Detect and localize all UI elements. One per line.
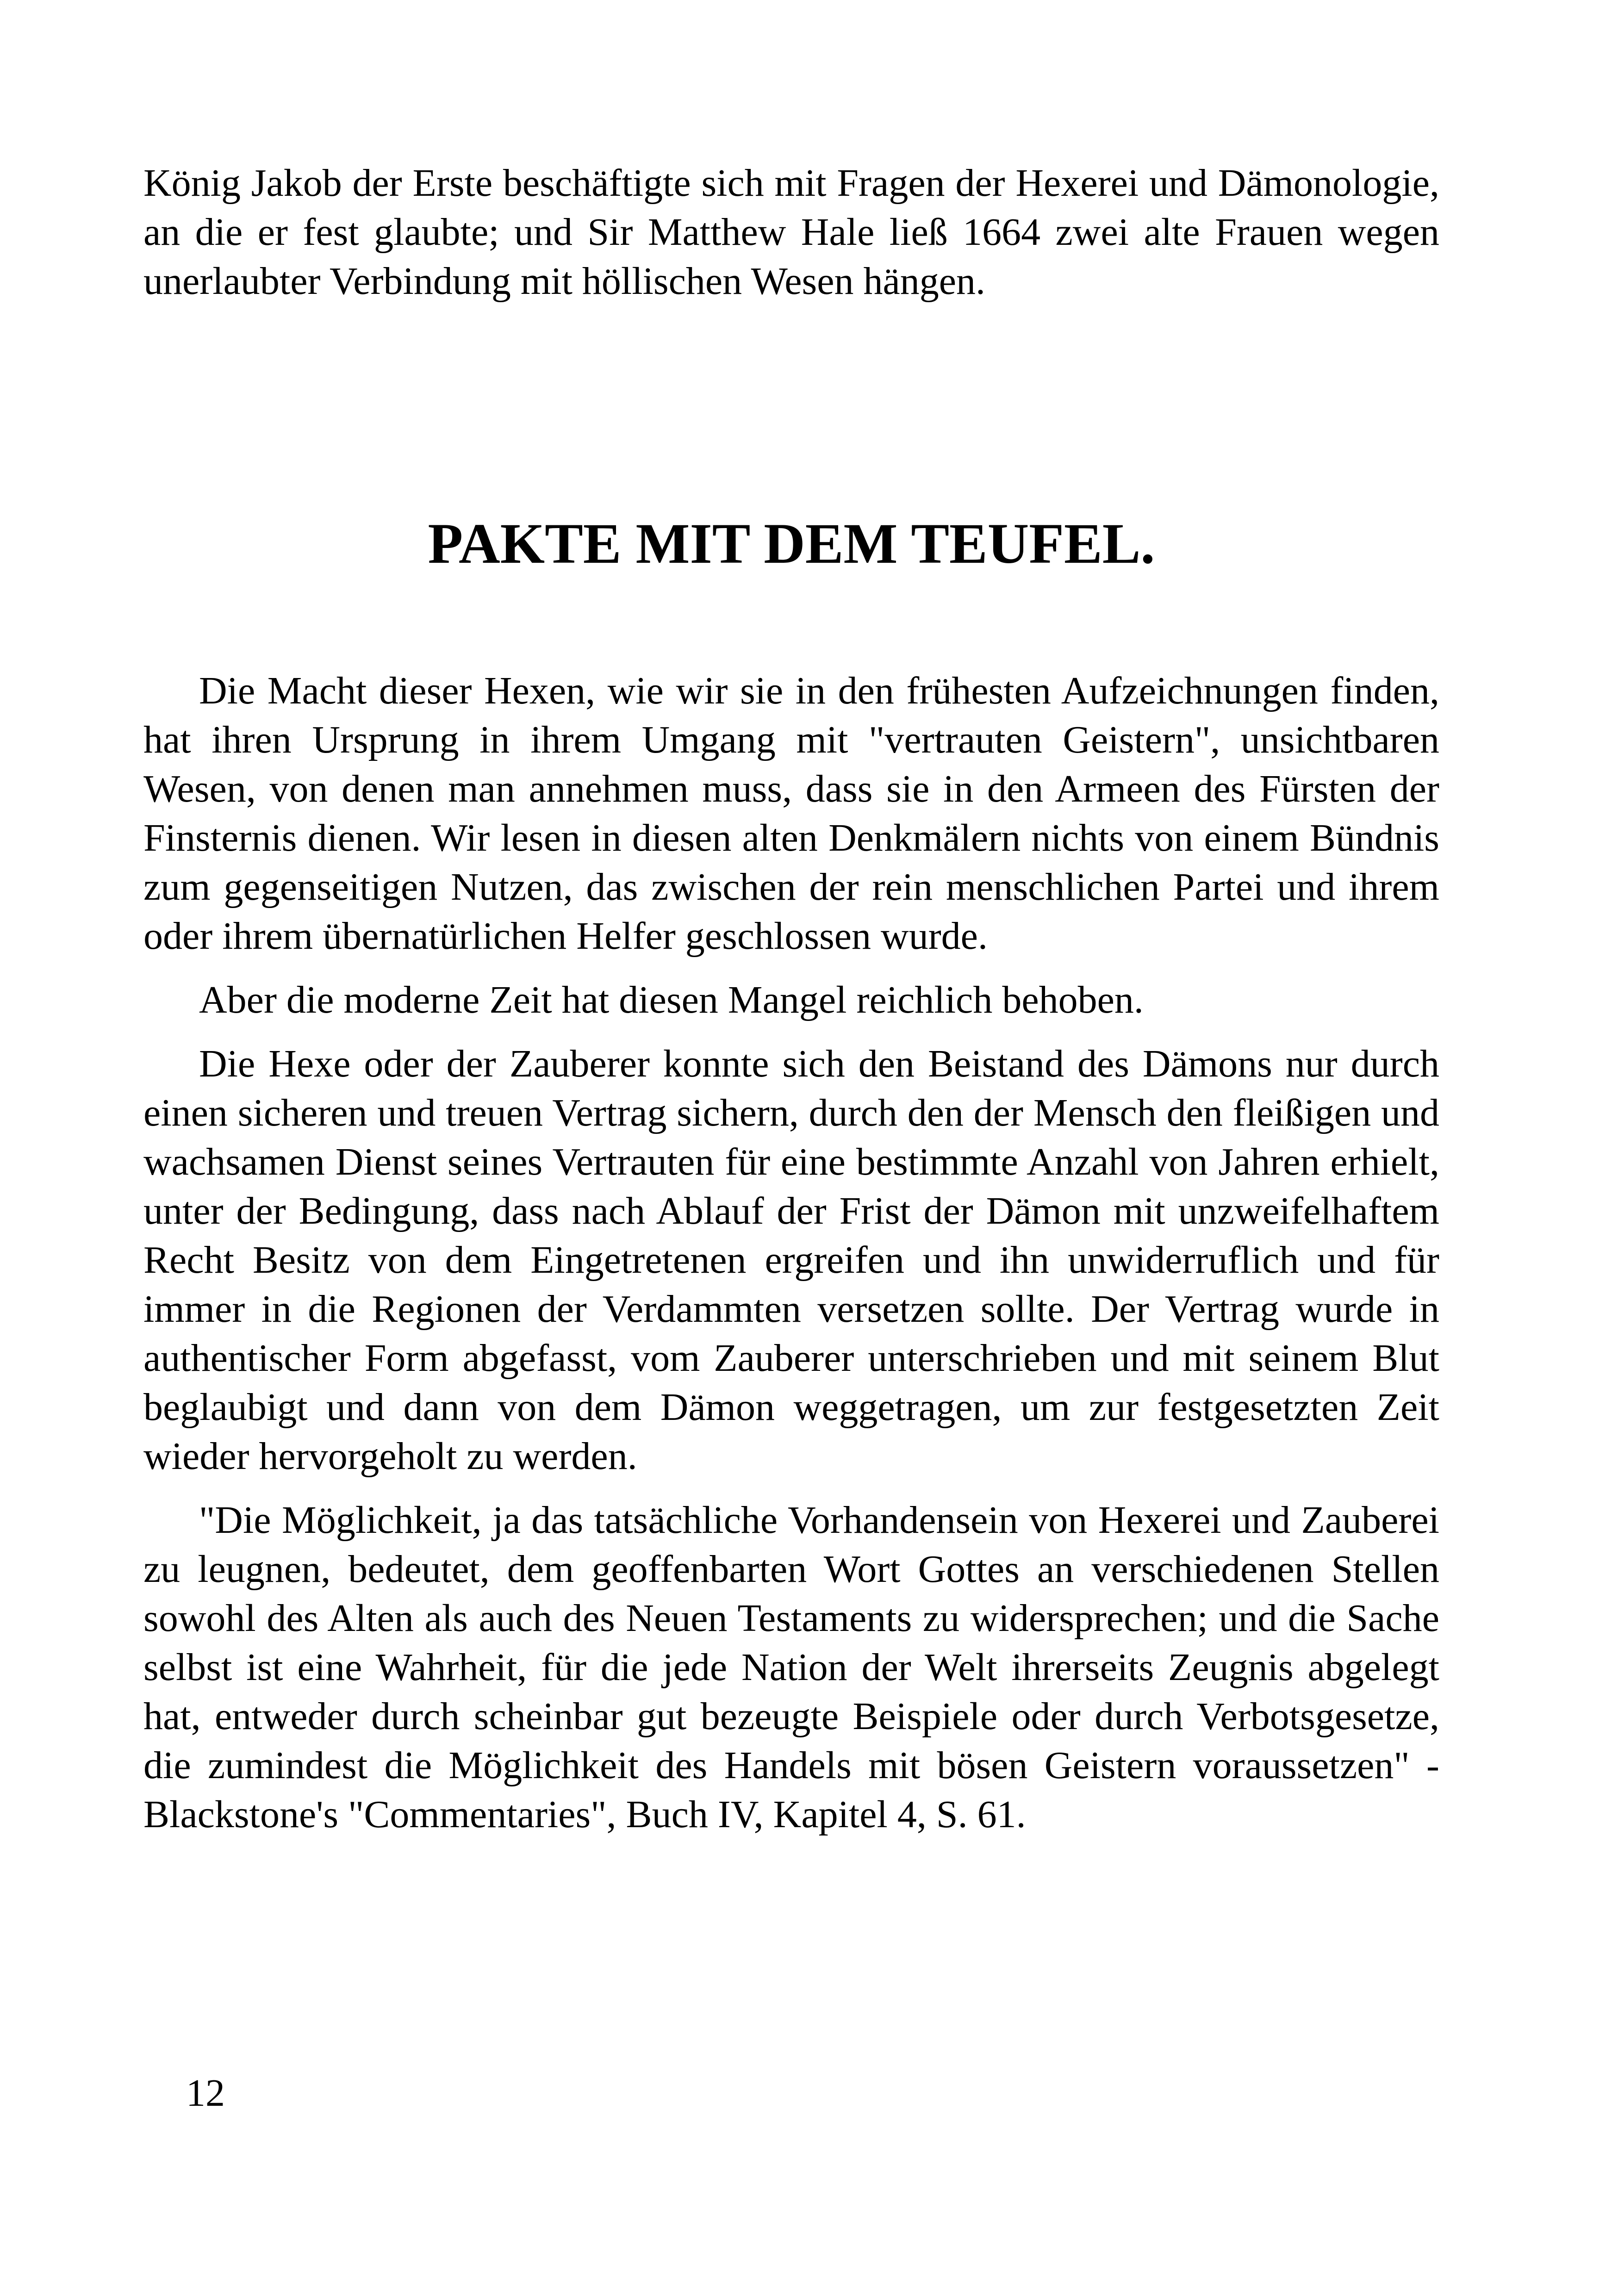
paragraph-1: Die Macht dieser Hexen, wie wir sie in den frühesten Aufzeichnungen finden, hat ihren Ursprung in ihrem Umgang mit "vertrauten Geistern", unsichtbaren Wesen, von denen man annehmen muss, dass sie in den Armeen des Fürsten der Finsternis dienen. Wir lesen in diesen alten Denkmälern nichts von einem Bündnis zum gegenseitigen Nutzen, das zwischen der rein menschlichen Partei und ihrem oder ihrem übernatürlichen Helfer geschlossen wurde. (143, 669, 1439, 958)
body-text (143, 666, 1439, 1854)
paragraph-3: Die Hexe oder der Zauberer konnte sich den Beistand des Dämons nur durch einen sicheren und treuen Vertrag sichern, durch den der Mensch den fleißigen und wachsamen Dienst seines Vertrauten für eine bestimmte Anzahl von Jahren erhielt, unter der Bedingung, dass nach Ablauf der Frist der Dämon mit unzweifelhaftem Recht Besitz von dem Eingetretenen ergreifen und ihn unwiderruflich und für immer in die Regionen der Verdammten versetzen sollte. Der Vertrag wurde in authentischer Form abgefasst, vom Zauberer unterschrieben und mit seinem Blut beglaubigt und dann von dem Dämon weggetragen, um zur festgesetzten Zeit wieder hervorgeholt zu werden. (143, 1042, 1439, 1478)
intro-paragraph: König Jakob der Erste beschäftigte sich mit Fragen der Hexerei und Dämonologie, an die er fest glaubte; und Sir Matthew Hale ließ 1664 zwei alte Frauen wegen unerlaubter Verbindung mit höllischen Wesen hängen. (143, 162, 1439, 303)
paragraph-2: Aber die moderne Zeit hat diesen Mangel reichlich behoben. (199, 978, 1144, 1021)
intro-text (143, 159, 1439, 306)
paragraph-4: "Die Möglichkeit, ja das tatsächliche Vorhandensein von Hexerei und Zauberei zu leugnen, bedeutet, dem geoffenbarten Wort Gottes an verschiedenen Stellen sowohl des Alten als auch des Neuen Testaments zu widersprechen; und die Sache selbst ist eine Wahrheit, für die jede Nation der Welt ihrerseits Zeugnis abgelegt hat, entweder durch scheinbar gut bezeugte Beispiele oder durch Verbotsgesetze, die zumindest die Möglichkeit des Handels mit bösen Geistern voraussetzen" - Blackstone's "Commentaries", Buch IV, Kapitel 4, S. 61. (143, 1499, 1439, 1836)
chapter-heading: PAKTE MIT DEM TEUFEL. (428, 512, 1155, 575)
page-number: 12 (186, 2072, 225, 2115)
